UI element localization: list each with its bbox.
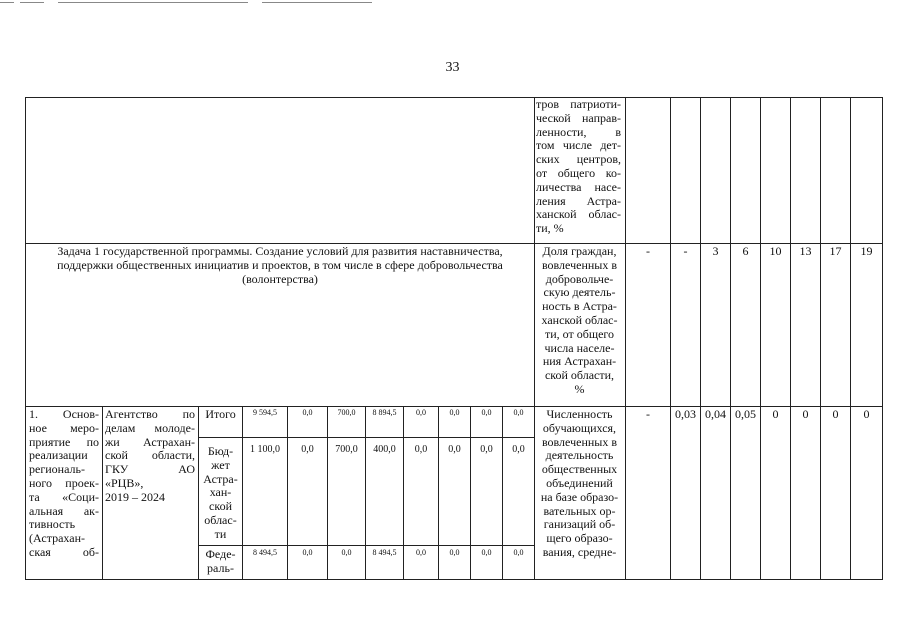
page-number: 33	[445, 60, 460, 75]
source-name-total: Итого	[205, 407, 236, 421]
source-value-cell: 8 494,5	[372, 548, 397, 557]
source-value-cell: 0,0	[302, 408, 313, 417]
task-value-cell: 6	[742, 244, 749, 258]
task-value-cell: 17	[829, 244, 842, 258]
source-value-cell: 0,0	[481, 548, 492, 557]
program-table	[25, 97, 883, 580]
measure-value-cell: 0	[863, 407, 870, 421]
task-value-cell: -	[683, 244, 688, 258]
source-value-cell: 0,0	[513, 548, 524, 557]
source-value-cell: 700,0	[337, 408, 356, 417]
source-value-cell: 0,0	[302, 548, 313, 557]
source-value-cell: 0,0	[301, 444, 314, 455]
continuation-indicator: тров патриоти- ческой направ- ленности, в том числе дет- ских центров, от общего ко- личества насе- ления Астра- ханской облас- ти, %	[536, 97, 621, 236]
task-title: Задача 1 государственной программы. Создание условий для развития наставничества, поддержки общественных инициатив и проектов, в том числе в сфере добровольчества (волонтерства)	[57, 244, 503, 286]
source-value-cell: 0,0	[513, 408, 524, 417]
task-value-cell: -	[646, 244, 650, 258]
source-value-cell: 8 894,5	[372, 408, 397, 417]
task-value-cell: 19	[860, 244, 873, 258]
source-value-cell: 0,0	[512, 444, 525, 455]
source-value-cell: 0,0	[416, 548, 426, 557]
source-name-regional-budget: Бюд- жет Астра- хан- ской облас- ти	[203, 444, 238, 541]
measure-executor: Агентство по делам молоде- жи Астрахан- ской области, ГКУ АО «РЦВ», 2019 – 2024	[105, 407, 195, 504]
source-value-cell: 8 494,5	[253, 548, 277, 557]
source-value-cell: 1 100,0	[250, 444, 280, 455]
source-value-cell: 400,0	[373, 444, 396, 455]
measure-value-cell: -	[646, 407, 650, 421]
measure-name: 1. Основ- ное меро- приятие по реализации региональ- ного проек- та «Соци- альная ак- тивность (Астрахан- ская об-	[29, 407, 99, 559]
source-value-cell: 0,0	[448, 444, 461, 455]
measure-value-cell: 0	[772, 407, 779, 421]
scan-artifact	[0, 0, 905, 10]
task-value-cell: 13	[799, 244, 812, 258]
measure-value-cell: 0	[832, 407, 839, 421]
source-value-cell: 0,0	[480, 444, 493, 455]
task-value-cell: 3	[712, 244, 719, 258]
source-value-cell: 0,0	[449, 408, 460, 417]
measure-value-cell: 0,05	[735, 407, 756, 421]
source-value-cell: 0,0	[341, 548, 352, 557]
measure-value-cell: 0,03	[675, 407, 696, 421]
source-value-cell: 0,0	[449, 548, 460, 557]
source-value-cell: 9 594,5	[253, 408, 277, 417]
measure-indicator: Численность обучающихся, вовлеченных в деятельность общественных объединений на базе образо- вательных ор- ганизаций об- щего образо- вания, средне-	[540, 407, 619, 559]
task-indicator: Доля граждан, вовлеченных в добровольче- скую деятель- ность в Астра- ханской облас- ти, от общего числа населе- ния Астрахан- ской области, %	[541, 244, 618, 396]
source-name-federal: Феде- раль-	[205, 547, 236, 575]
measure-value-cell: 0,04	[705, 407, 726, 421]
source-value-cell: 0,0	[481, 408, 492, 417]
task-value-cell: 10	[769, 244, 782, 258]
source-value-cell: 0,0	[416, 408, 426, 417]
measure-value-cell: 0	[802, 407, 809, 421]
source-value-cell: 0,0	[414, 444, 428, 455]
source-value-cell: 700,0	[335, 444, 358, 455]
